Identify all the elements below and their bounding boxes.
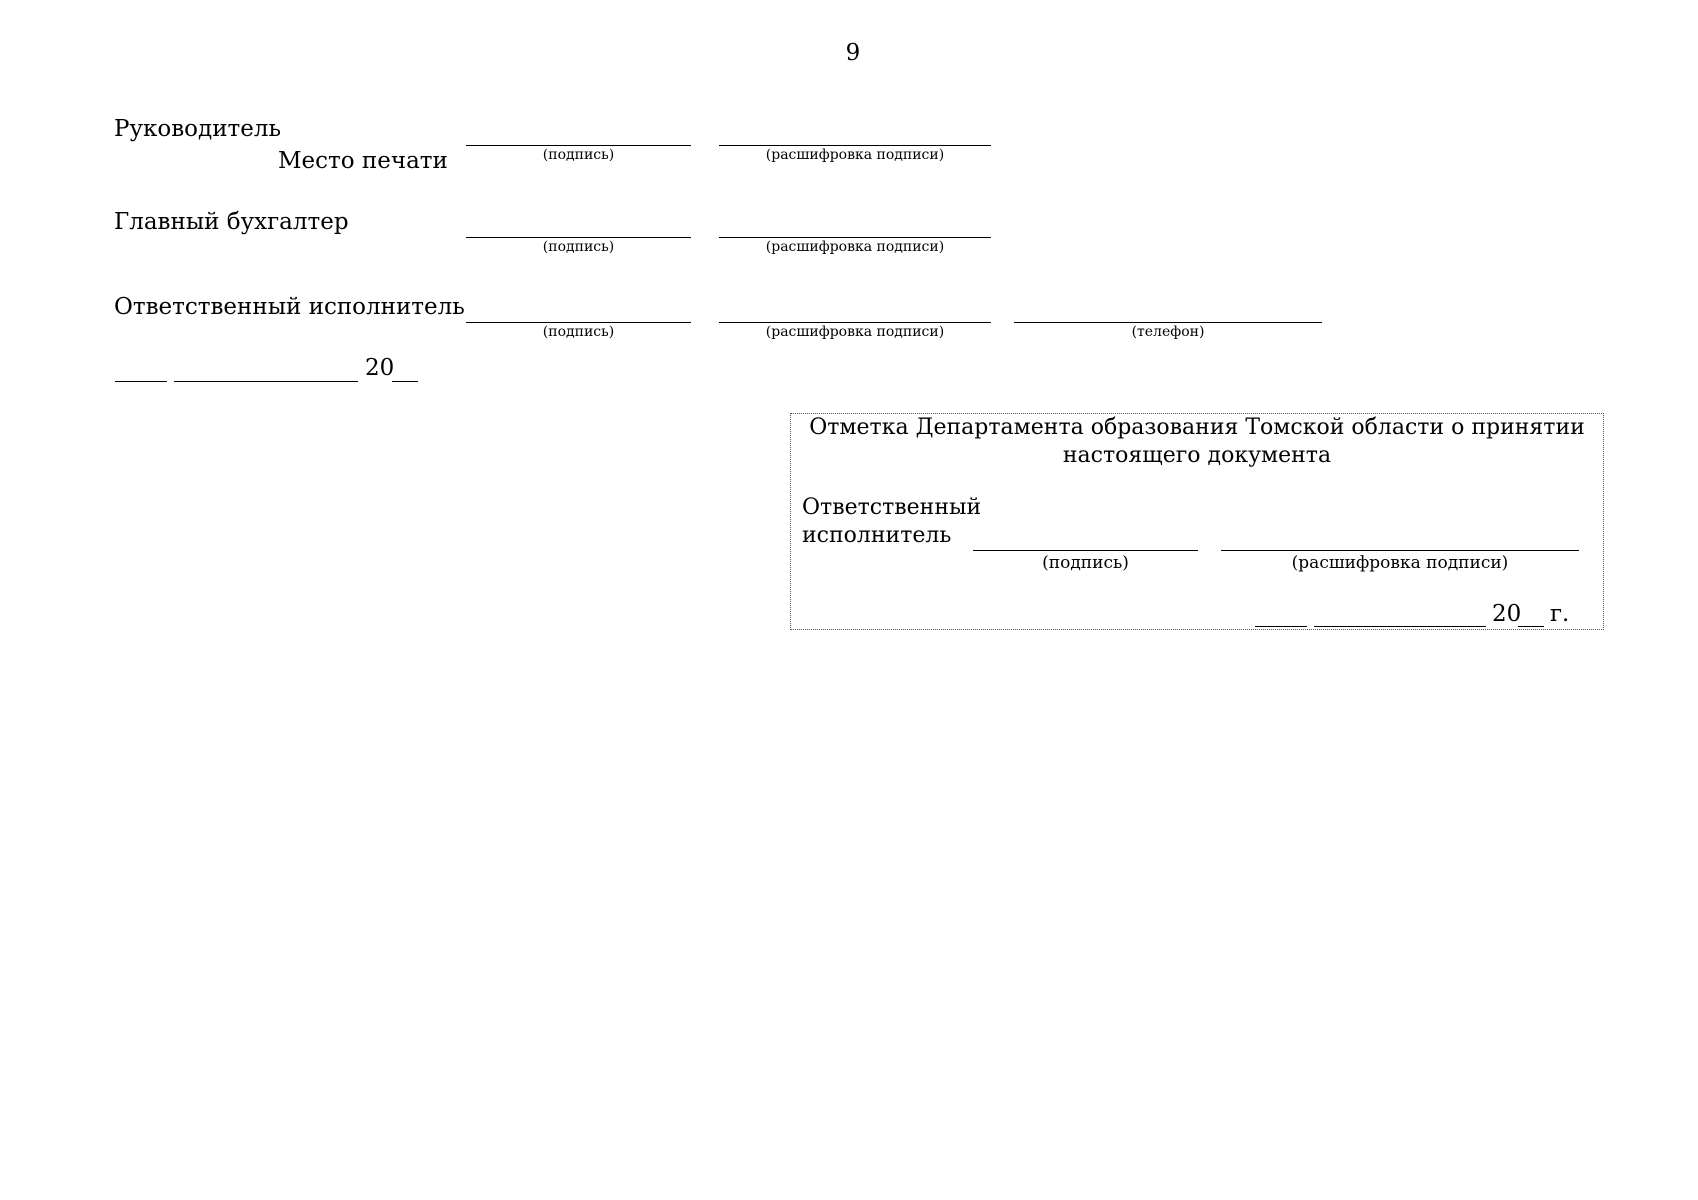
- director-decryption-line[interactable]: [719, 145, 991, 146]
- date-month-blank[interactable]: [174, 381, 358, 382]
- accountant-signature-line[interactable]: [466, 237, 691, 238]
- acceptance-title-line1: Отметка Департамента образования Томской области о принятии: [809, 415, 1585, 440]
- date-year-prefix: 20: [365, 355, 395, 381]
- accountant-decryption-caption: (расшифровка подписи): [765, 239, 945, 255]
- executor-signature-caption: (подпись): [542, 324, 615, 340]
- acceptance-year-blank[interactable]: [1518, 626, 1544, 627]
- executor-phone-line[interactable]: [1014, 322, 1322, 323]
- executor-signature-line[interactable]: [466, 322, 691, 323]
- director-decryption-caption: (расшифровка подписи): [765, 147, 945, 163]
- accountant-signature-caption: (подпись): [542, 239, 615, 255]
- accountant-decryption-line[interactable]: [719, 237, 991, 238]
- acceptance-date-day-blank[interactable]: [1255, 626, 1307, 627]
- stamp-place-label: Место печати: [278, 148, 448, 174]
- date-year-blank[interactable]: [392, 381, 418, 382]
- director-signature-caption: (подпись): [542, 147, 615, 163]
- director-signature-line[interactable]: [466, 145, 691, 146]
- director-label: Руководитель: [114, 116, 281, 142]
- executor-label: Ответственный исполнитель: [114, 294, 465, 320]
- acceptance-decryption-caption: (расшифровка подписи): [1291, 553, 1509, 573]
- acceptance-year-suffix: г.: [1550, 601, 1570, 627]
- executor-phone-caption: (телефон): [1131, 324, 1205, 340]
- acceptance-date-month-blank[interactable]: [1314, 626, 1486, 627]
- acceptance-decryption-line[interactable]: [1221, 550, 1579, 551]
- chief-accountant-label: Главный бухгалтер: [114, 209, 349, 235]
- acceptance-title-line2: настоящего документа: [1062, 443, 1332, 468]
- executor-decryption-caption: (расшифровка подписи): [765, 324, 945, 340]
- date-day-blank[interactable]: [115, 381, 167, 382]
- acceptance-signature-line[interactable]: [973, 550, 1198, 551]
- acceptance-executor-line1: Ответственный: [802, 495, 982, 520]
- acceptance-executor-line2: исполнитель: [802, 523, 952, 548]
- executor-decryption-line[interactable]: [719, 322, 991, 323]
- acceptance-signature-caption: (подпись): [1042, 553, 1129, 573]
- acceptance-year-prefix: 20: [1492, 601, 1522, 627]
- page-number: 9: [845, 40, 861, 66]
